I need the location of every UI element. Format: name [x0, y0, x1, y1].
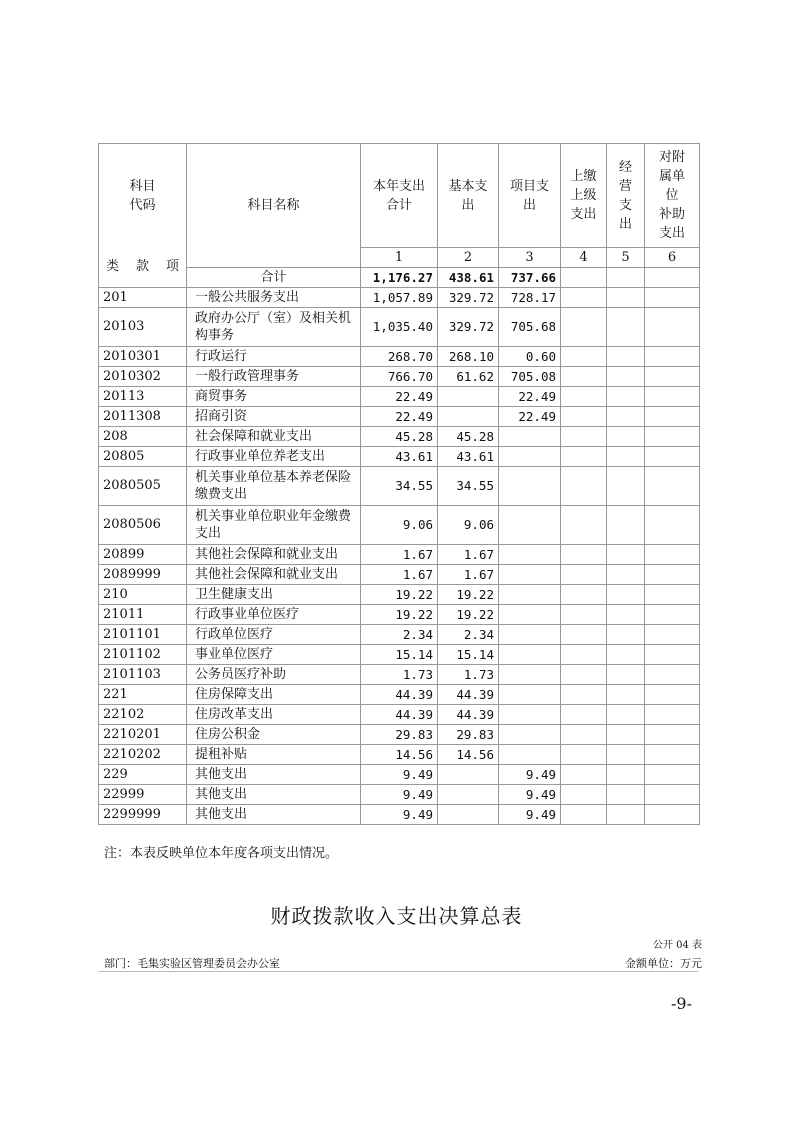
row-project — [499, 605, 561, 625]
section-label: 款 — [135, 259, 149, 275]
row-code: 20103 — [99, 308, 187, 347]
row-total: 22.49 — [361, 387, 438, 407]
row-code: 208 — [99, 427, 187, 447]
row-total: 1,057.89 — [361, 288, 438, 308]
row-upper — [561, 367, 607, 387]
row-business — [607, 585, 645, 605]
row-subsidy — [645, 745, 700, 765]
row-business — [607, 665, 645, 685]
row-name: 其他支出 — [187, 785, 361, 805]
row-business — [607, 565, 645, 585]
col-basic-label: 基本支 出 — [448, 178, 488, 213]
row-business — [607, 506, 645, 545]
row-subsidy — [645, 288, 700, 308]
row-name: 住房公积金 — [187, 725, 361, 745]
row-business — [607, 765, 645, 785]
amount-unit-label: 金额单位：万元 — [625, 957, 702, 970]
col-index-5: 5 — [607, 248, 645, 268]
row-basic: 19.22 — [438, 605, 499, 625]
table-row — [99, 427, 700, 447]
row-subsidy — [645, 506, 700, 545]
row-code: 21011 — [99, 605, 187, 625]
row-name: 其他社会保障和就业支出 — [187, 545, 361, 565]
row-total: 9.49 — [361, 765, 438, 785]
row-subsidy — [645, 645, 700, 665]
row-total: 14.56 — [361, 745, 438, 765]
col-upper-label: 上缴 上级 支出 — [570, 169, 597, 222]
row-total: 44.39 — [361, 705, 438, 725]
table-row — [99, 308, 700, 347]
row-business — [607, 705, 645, 725]
row-business — [607, 407, 645, 427]
row-upper — [561, 506, 607, 545]
row-code: 2010301 — [99, 347, 187, 367]
col-index-4: 4 — [561, 248, 607, 268]
table-row — [99, 685, 700, 705]
row-upper — [561, 765, 607, 785]
table-row — [99, 665, 700, 685]
subject-name-label: 科目名称 — [247, 198, 300, 213]
total-subsidy — [645, 268, 700, 288]
row-business — [607, 625, 645, 645]
row-total: 1,035.40 — [361, 308, 438, 347]
row-code: 20113 — [99, 387, 187, 407]
row-code: 22999 — [99, 785, 187, 805]
header-col-subsidy — [645, 144, 700, 248]
row-project — [499, 725, 561, 745]
row-upper — [561, 805, 607, 825]
table-row — [99, 447, 700, 467]
row-name: 政府办公厅（室）及相关机构事务 — [187, 308, 361, 347]
row-name: 公务员医疗补助 — [187, 665, 361, 685]
table-row — [99, 506, 700, 545]
row-project: 22.49 — [499, 387, 561, 407]
row-code: 20805 — [99, 447, 187, 467]
col-total-label: 本年支出 合计 — [372, 178, 425, 213]
row-project — [499, 427, 561, 447]
row-business — [607, 367, 645, 387]
table-row — [99, 288, 700, 308]
row-subsidy — [645, 685, 700, 705]
expenditure-table — [98, 143, 700, 825]
total-project: 737.66 — [499, 268, 561, 288]
row-code: 2101102 — [99, 645, 187, 665]
row-upper — [561, 347, 607, 367]
row-total: 19.22 — [361, 605, 438, 625]
row-upper — [561, 725, 607, 745]
col-index-3: 3 — [499, 248, 561, 268]
class-section-item-cell — [99, 248, 187, 288]
row-project: 22.49 — [499, 407, 561, 427]
header-subject-code — [99, 144, 187, 248]
row-total: 1.67 — [361, 565, 438, 585]
col-business-label: 经 营 支 出 — [618, 159, 632, 232]
row-business — [607, 387, 645, 407]
row-code: 229 — [99, 765, 187, 785]
row-project — [499, 565, 561, 585]
row-name: 行政单位医疗 — [187, 625, 361, 645]
row-basic: 43.61 — [438, 447, 499, 467]
row-project — [499, 506, 561, 545]
table-row — [99, 545, 700, 565]
row-subsidy — [645, 407, 700, 427]
form-number: 公开 04 表 — [652, 940, 702, 951]
row-name: 机关事业单位职业年金缴费支出 — [187, 506, 361, 545]
row-subsidy — [645, 447, 700, 467]
row-code: 2080506 — [99, 506, 187, 545]
col-index-2: 2 — [438, 248, 499, 268]
row-business — [607, 645, 645, 665]
row-business — [607, 725, 645, 745]
row-business — [607, 288, 645, 308]
col-project-label: 项目支 出 — [509, 178, 549, 213]
row-upper — [561, 387, 607, 407]
row-name: 机关事业单位基本养老保险缴费支出 — [187, 467, 361, 506]
table-note: 注：本表反映单位本年度各项支出情况。 — [104, 846, 339, 861]
row-total: 22.49 — [361, 407, 438, 427]
row-name: 一般公共服务支出 — [187, 288, 361, 308]
row-project: 0.60 — [499, 347, 561, 367]
table-body — [99, 288, 700, 825]
row-business — [607, 447, 645, 467]
row-basic: 44.39 — [438, 685, 499, 705]
row-business — [607, 347, 645, 367]
row-upper — [561, 625, 607, 645]
row-subsidy — [645, 545, 700, 565]
header-col-business — [607, 144, 645, 248]
row-total: 19.22 — [361, 585, 438, 605]
table-row — [99, 785, 700, 805]
row-basic: 29.83 — [438, 725, 499, 745]
row-project — [499, 745, 561, 765]
total-row — [99, 268, 700, 288]
row-subsidy — [645, 625, 700, 645]
col-index-1: 1 — [361, 248, 438, 268]
row-project — [499, 467, 561, 506]
row-upper — [561, 585, 607, 605]
table-row — [99, 745, 700, 765]
row-total: 1.67 — [361, 545, 438, 565]
row-basic: 329.72 — [438, 308, 499, 347]
row-upper — [561, 705, 607, 725]
row-name: 招商引资 — [187, 407, 361, 427]
row-code: 2101103 — [99, 665, 187, 685]
col-subsidy-label: 对附 属单 位 补助 支出 — [658, 150, 685, 241]
row-name: 住房改革支出 — [187, 705, 361, 725]
row-basic: 9.06 — [438, 506, 499, 545]
department-label: 部门：毛集实验区管理委员会办公室 — [104, 957, 280, 970]
row-project: 9.49 — [499, 805, 561, 825]
total-basic: 438.61 — [438, 268, 499, 288]
table-row — [99, 407, 700, 427]
row-subsidy — [645, 665, 700, 685]
row-total: 29.83 — [361, 725, 438, 745]
row-subsidy — [645, 785, 700, 805]
row-project: 9.49 — [499, 785, 561, 805]
row-code: 2080505 — [99, 467, 187, 506]
row-business — [607, 545, 645, 565]
row-subsidy — [645, 725, 700, 745]
row-basic: 1.67 — [438, 545, 499, 565]
row-total: 43.61 — [361, 447, 438, 467]
row-subsidy — [645, 565, 700, 585]
row-business — [607, 467, 645, 506]
row-code: 22102 — [99, 705, 187, 725]
row-subsidy — [645, 367, 700, 387]
row-project — [499, 645, 561, 665]
row-subsidy — [645, 805, 700, 825]
row-upper — [561, 645, 607, 665]
row-name: 卫生健康支出 — [187, 585, 361, 605]
row-project — [499, 685, 561, 705]
row-project: 705.08 — [499, 367, 561, 387]
header-col-project — [499, 144, 561, 248]
row-project — [499, 665, 561, 685]
row-name: 其他社会保障和就业支出 — [187, 565, 361, 585]
row-total: 44.39 — [361, 685, 438, 705]
row-business — [607, 785, 645, 805]
row-total: 268.70 — [361, 347, 438, 367]
total-sum: 1,176.27 — [361, 268, 438, 288]
row-upper — [561, 565, 607, 585]
row-total: 34.55 — [361, 467, 438, 506]
row-project — [499, 585, 561, 605]
table-row — [99, 625, 700, 645]
row-upper — [561, 427, 607, 447]
header-row — [99, 144, 700, 248]
row-name: 行政事业单位养老支出 — [187, 447, 361, 467]
row-business — [607, 685, 645, 705]
row-basic: 2.34 — [438, 625, 499, 645]
row-subsidy — [645, 467, 700, 506]
row-subsidy — [645, 308, 700, 347]
row-business — [607, 805, 645, 825]
header-col-upper — [561, 144, 607, 248]
row-basic: 15.14 — [438, 645, 499, 665]
row-code: 201 — [99, 288, 187, 308]
next-table-title: 财政拨款收入支出决算总表 — [270, 904, 523, 928]
row-total: 9.49 — [361, 805, 438, 825]
row-project — [499, 705, 561, 725]
row-total: 9.49 — [361, 785, 438, 805]
row-code: 210 — [99, 585, 187, 605]
row-basic — [438, 785, 499, 805]
row-upper — [561, 467, 607, 506]
row-total: 9.06 — [361, 506, 438, 545]
header-col-basic — [438, 144, 499, 248]
row-basic: 329.72 — [438, 288, 499, 308]
row-name: 事业单位医疗 — [187, 645, 361, 665]
row-business — [607, 745, 645, 765]
row-upper — [561, 685, 607, 705]
row-code: 2011308 — [99, 407, 187, 427]
row-subsidy — [645, 427, 700, 447]
row-upper — [561, 447, 607, 467]
row-project — [499, 447, 561, 467]
row-basic — [438, 805, 499, 825]
page-number: -9- — [671, 994, 692, 1013]
row-basic: 1.73 — [438, 665, 499, 685]
row-basic: 34.55 — [438, 467, 499, 506]
total-business — [607, 268, 645, 288]
row-name: 提租补贴 — [187, 745, 361, 765]
row-name: 其他支出 — [187, 765, 361, 785]
row-upper — [561, 665, 607, 685]
row-code: 2210201 — [99, 725, 187, 745]
row-code: 2101101 — [99, 625, 187, 645]
row-basic — [438, 407, 499, 427]
table-row — [99, 705, 700, 725]
row-basic: 14.56 — [438, 745, 499, 765]
row-basic: 1.67 — [438, 565, 499, 585]
table-row — [99, 805, 700, 825]
row-subsidy — [645, 387, 700, 407]
table-row — [99, 565, 700, 585]
row-subsidy — [645, 705, 700, 725]
row-name: 商贸事务 — [187, 387, 361, 407]
row-subsidy — [645, 765, 700, 785]
row-upper — [561, 407, 607, 427]
row-basic: 19.22 — [438, 585, 499, 605]
class-label: 类 — [106, 259, 120, 275]
table-row — [99, 585, 700, 605]
row-name: 其他支出 — [187, 805, 361, 825]
row-business — [607, 427, 645, 447]
row-total: 15.14 — [361, 645, 438, 665]
row-total: 766.70 — [361, 367, 438, 387]
row-basic — [438, 765, 499, 785]
table-row — [99, 605, 700, 625]
row-upper — [561, 745, 607, 765]
row-code: 2089999 — [99, 565, 187, 585]
divider — [98, 971, 698, 972]
row-total: 45.28 — [361, 427, 438, 447]
col-index-6: 6 — [645, 248, 700, 268]
row-upper — [561, 605, 607, 625]
row-name: 住房保障支出 — [187, 685, 361, 705]
table-row — [99, 645, 700, 665]
row-business — [607, 605, 645, 625]
row-name: 社会保障和就业支出 — [187, 427, 361, 447]
row-subsidy — [645, 347, 700, 367]
table-row — [99, 367, 700, 387]
row-basic: 45.28 — [438, 427, 499, 447]
header-subject-name — [187, 144, 361, 268]
row-project — [499, 545, 561, 565]
row-subsidy — [645, 605, 700, 625]
row-upper — [561, 288, 607, 308]
table-row — [99, 347, 700, 367]
row-project — [499, 625, 561, 645]
row-basic — [438, 387, 499, 407]
row-code: 20899 — [99, 545, 187, 565]
row-name: 行政运行 — [187, 347, 361, 367]
row-code: 2010302 — [99, 367, 187, 387]
row-basic: 268.10 — [438, 347, 499, 367]
row-project: 728.17 — [499, 288, 561, 308]
table-row — [99, 467, 700, 506]
row-basic: 61.62 — [438, 367, 499, 387]
row-total: 2.34 — [361, 625, 438, 645]
table-row — [99, 765, 700, 785]
row-project: 705.68 — [499, 308, 561, 347]
row-basic: 44.39 — [438, 705, 499, 725]
row-name: 行政事业单位医疗 — [187, 605, 361, 625]
row-subsidy — [645, 585, 700, 605]
row-business — [607, 308, 645, 347]
row-code: 2210202 — [99, 745, 187, 765]
subject-code-label: 科目 代码 — [129, 178, 156, 213]
row-upper — [561, 308, 607, 347]
table-row — [99, 387, 700, 407]
header-col-total — [361, 144, 438, 248]
row-project: 9.49 — [499, 765, 561, 785]
total-upper — [561, 268, 607, 288]
item-label: 项 — [165, 259, 179, 275]
row-total: 1.73 — [361, 665, 438, 685]
row-upper — [561, 545, 607, 565]
table-row — [99, 725, 700, 745]
row-code: 221 — [99, 685, 187, 705]
row-name: 一般行政管理事务 — [187, 367, 361, 387]
row-upper — [561, 785, 607, 805]
row-code: 2299999 — [99, 805, 187, 825]
total-label: 合计 — [187, 268, 361, 288]
